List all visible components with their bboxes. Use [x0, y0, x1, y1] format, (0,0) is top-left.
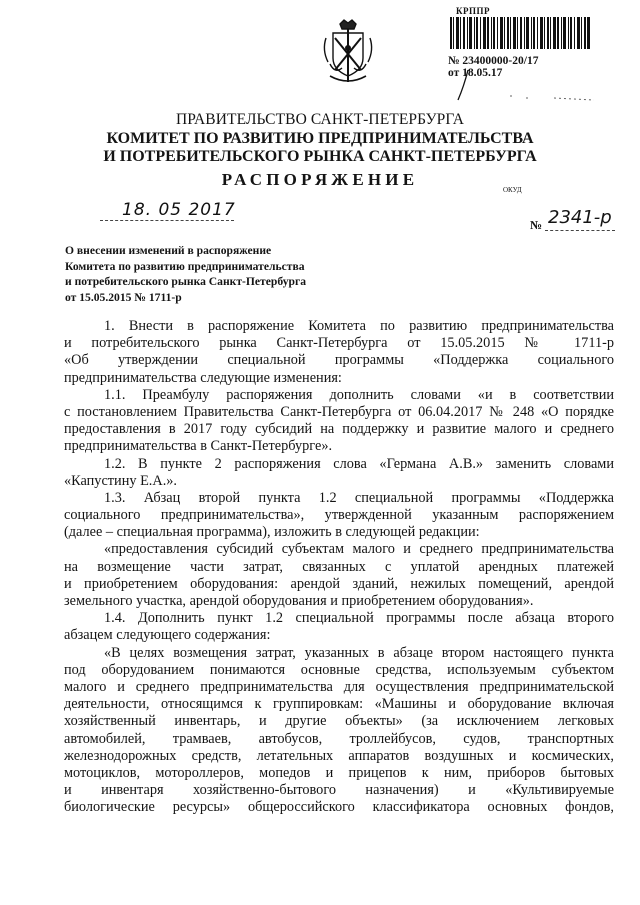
barcode-icon	[450, 17, 590, 49]
body-line: 1.2. В пункте 2 распоряжения слова «Германа А.В.» заменить словами	[104, 455, 614, 472]
body-line: малого и среднего предпринимательства для осуществления предпринимательской	[64, 678, 614, 695]
body-line: земельного участка, арендой оборудования и приобретением оборудования».	[64, 593, 534, 609]
body-line: биологические ресурсы» общероссийского классификатора основных фондов,	[64, 799, 614, 816]
subject-line: и потребительского рынка Санкт-Петербурга	[65, 275, 307, 288]
body-line: «В целях возмещения затрат, указанных в абзаце втором настоящего пункта	[104, 644, 614, 661]
number-underline	[545, 230, 615, 231]
body-line: предпринимательства в Санкт-Петербурге».	[64, 438, 333, 455]
body-line: хозяйственный инвентарь, и другие объекты» (за исключением легковых	[64, 713, 614, 730]
body-line: (далее – специальная программа), изложить в следующей редакции:	[64, 524, 480, 541]
body-line: социального предпринимательства», утвержденной указанным распоряжением	[64, 507, 614, 524]
body-line: предоставления в 2017 году субсидий на поддержку и развитие малого и среднего	[64, 421, 614, 438]
body-line: «предоставления субсидий субъектам малого и среднего предпринимательства	[104, 541, 614, 558]
document-subject	[65, 243, 365, 305]
subject-line: от 15.05.2015 № 1711-р	[65, 290, 182, 304]
body-line: предпринимательства следующие изменения:	[64, 369, 342, 386]
document-number: 2341-р	[548, 207, 612, 228]
okud-label: ОКУД	[503, 186, 522, 194]
date-underline	[100, 220, 234, 221]
body-line: деятельности, относящимся к группировкам: «Машины и оборудование включая	[64, 696, 614, 713]
body-line: с постановлением Правительства Санкт-Петербурга от 06.04.2017 № 248 «О порядке	[64, 403, 614, 420]
number-label: №	[530, 218, 543, 232]
body-line: абзацем следующего содержания:	[64, 627, 271, 644]
document-type: РАСПОРЯЖЕНИЕ	[221, 170, 419, 189]
body-line: и приобретением оборудования: арендой зданий, нежилых помещений, арендой	[64, 575, 614, 592]
document-body	[64, 318, 614, 816]
body-line: 1.3. Абзац второй пункта 1.2 специальной программы «Поддержка	[104, 489, 614, 506]
subject-line: О внесении изменений в распоряжение	[65, 244, 272, 257]
body-line: под оборудованием понимаются основные средства, используемым субъектом	[64, 661, 614, 678]
committee-title-line2: И ПОТРЕБИТЕЛЬСКОГО РЫНКА САНКТ-ПЕТЕРБУРГА	[103, 148, 537, 165]
body-line: мотоциклов, мотороллеров, мопедов и прицепов к ним, приборов бытовых	[64, 764, 614, 781]
handwritten-stroke	[454, 60, 604, 104]
body-line: железнодорожных средств, летательных аппаратов воздушных и космических,	[64, 747, 614, 764]
document-date: 18. 05 2017	[122, 200, 236, 220]
government-title: ПРАВИТЕЛЬСТВО САНКТ-ПЕТЕРБУРГА	[175, 111, 465, 128]
body-line: 1.1. Преамбулу распоряжения дополнить словами «и в соответствии	[104, 386, 614, 403]
body-line: и потребительского рынка Санкт-Петербурга от 15.05.2015 № 1711-р	[64, 335, 614, 352]
body-line: «Капустину Е.А.».	[64, 472, 177, 489]
registration-date: от 18.05.17	[448, 67, 503, 79]
body-line: 1. Внести в распоряжение Комитета по развитию предпринимательства	[104, 318, 614, 334]
body-line: и инвентаря хозяйственно-бытового назначения) и «Культивируемые	[64, 782, 614, 799]
registration-number: № 23400000-20/17	[448, 55, 539, 67]
coat-of-arms-icon	[320, 18, 376, 88]
committee-title-line1: КОМИТЕТ ПО РАЗВИТИЮ ПРЕДПРИНИМАТЕЛЬСТВА	[106, 130, 534, 147]
body-line: 1.4. Дополнить пункт 1.2 специальной программы после абзаца второго	[104, 610, 614, 627]
registration-code: КРППР	[456, 6, 491, 16]
body-line: на возмещение части затрат, связанных с уплатой арендных платежей	[64, 558, 614, 575]
body-line: «Об утверждении специальной программы «Поддержка социального	[64, 352, 614, 369]
subject-line: Комитета по развитию предпринимательства	[65, 259, 305, 273]
body-line: автомобилей, трамваев, автобусов, троллейбусов, судов, транспортных	[64, 730, 614, 747]
